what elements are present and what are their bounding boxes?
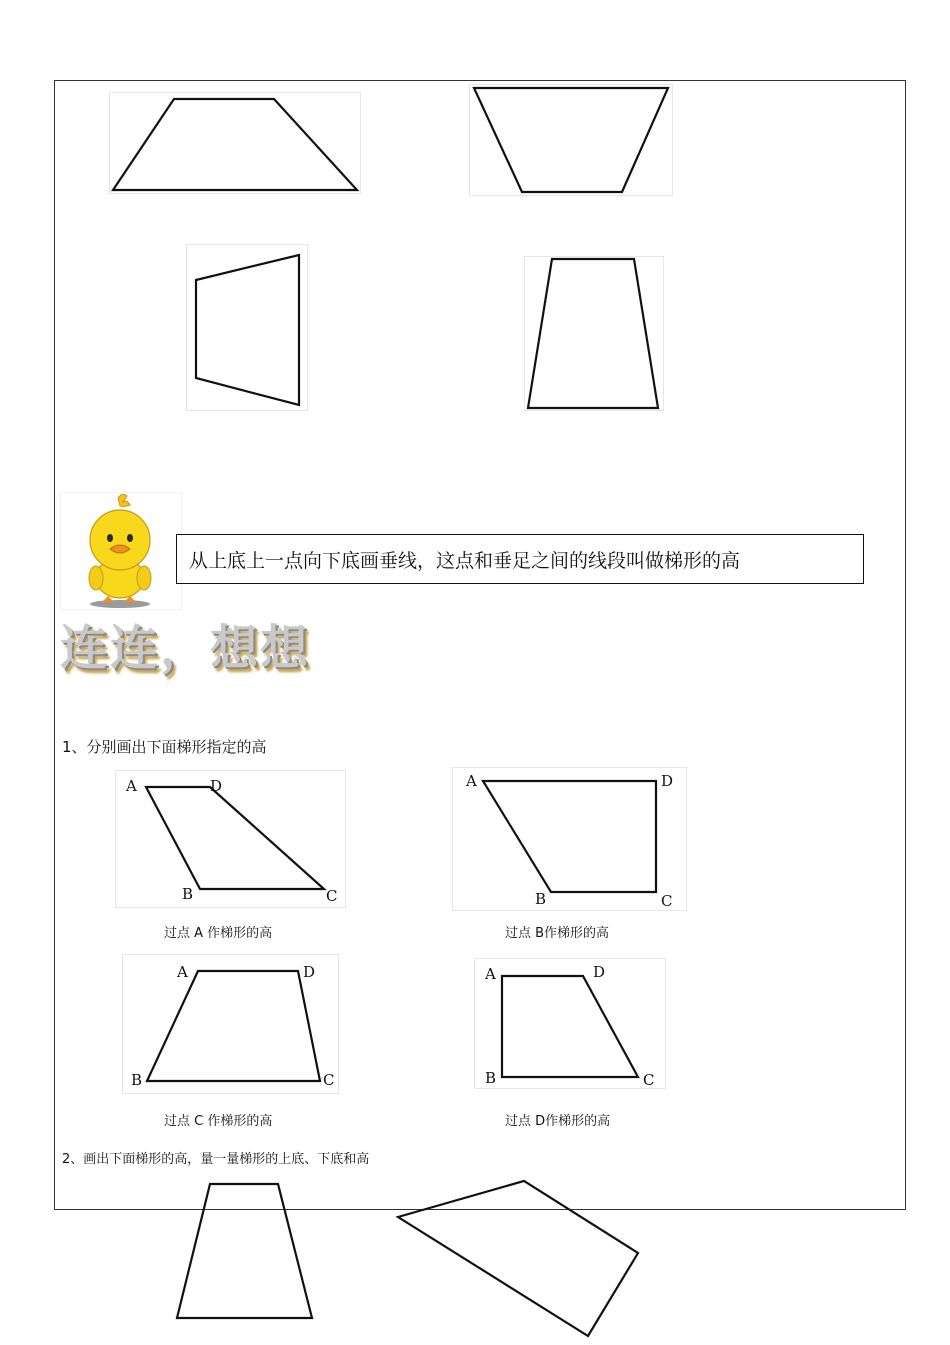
vertex-label-c: C [326, 887, 338, 905]
vertex-label-b: B [131, 1071, 143, 1089]
question-2-title: 2、画出下面梯形的高，量一量梯形的上底、下底和高 [62, 1152, 370, 1167]
vertex-label-a: A [485, 965, 496, 983]
trapezoid-figure-2 [469, 84, 673, 196]
height-definition-note [176, 534, 864, 584]
vertex-label-d: D [303, 963, 316, 981]
vertex-label-b: B [535, 890, 547, 908]
vertex-label-a: A [177, 963, 188, 981]
q1-trapezoid-b [452, 767, 687, 911]
section-wordart-title: 连连，想想 [60, 620, 311, 676]
vertex-label-b: B [182, 885, 194, 903]
vertex-label-c: C [661, 892, 673, 910]
q1-caption-c: 过点 C 作梯形的高 [164, 1114, 273, 1129]
q2-trapezoid-rotated [392, 1176, 644, 1340]
vertex-label-a: A [466, 772, 477, 790]
q2-trapezoid-upright [170, 1178, 320, 1326]
trapezoid-figure-3 [186, 244, 308, 411]
trapezoid-figure-1 [109, 92, 361, 194]
note-text: 从上底上一点向下底画垂线，这点和垂足之间的线段叫做梯形的高 [189, 549, 741, 572]
vertex-label-d: D [210, 777, 223, 795]
q1-trapezoid-d [474, 958, 666, 1089]
q1-caption-a: 过点 A 作梯形的高 [164, 926, 273, 941]
q1-trapezoid-a [115, 770, 346, 908]
vertex-label-d: D [661, 772, 674, 790]
chick-mascot-image [60, 492, 182, 610]
q1-caption-b: 过点 B作梯形的高 [505, 926, 610, 941]
question-1-title: 1、分别画出下面梯形指定的高 [62, 738, 267, 756]
q1-caption-d: 过点 D作梯形的高 [505, 1114, 611, 1129]
vertex-label-b: B [485, 1069, 497, 1087]
vertex-label-d: D [593, 963, 606, 981]
vertex-label-c: C [643, 1071, 655, 1089]
trapezoid-figure-4 [524, 256, 664, 411]
q1-trapezoid-c [122, 954, 339, 1094]
vertex-label-c: C [323, 1071, 335, 1089]
vertex-label-a: A [126, 777, 137, 795]
